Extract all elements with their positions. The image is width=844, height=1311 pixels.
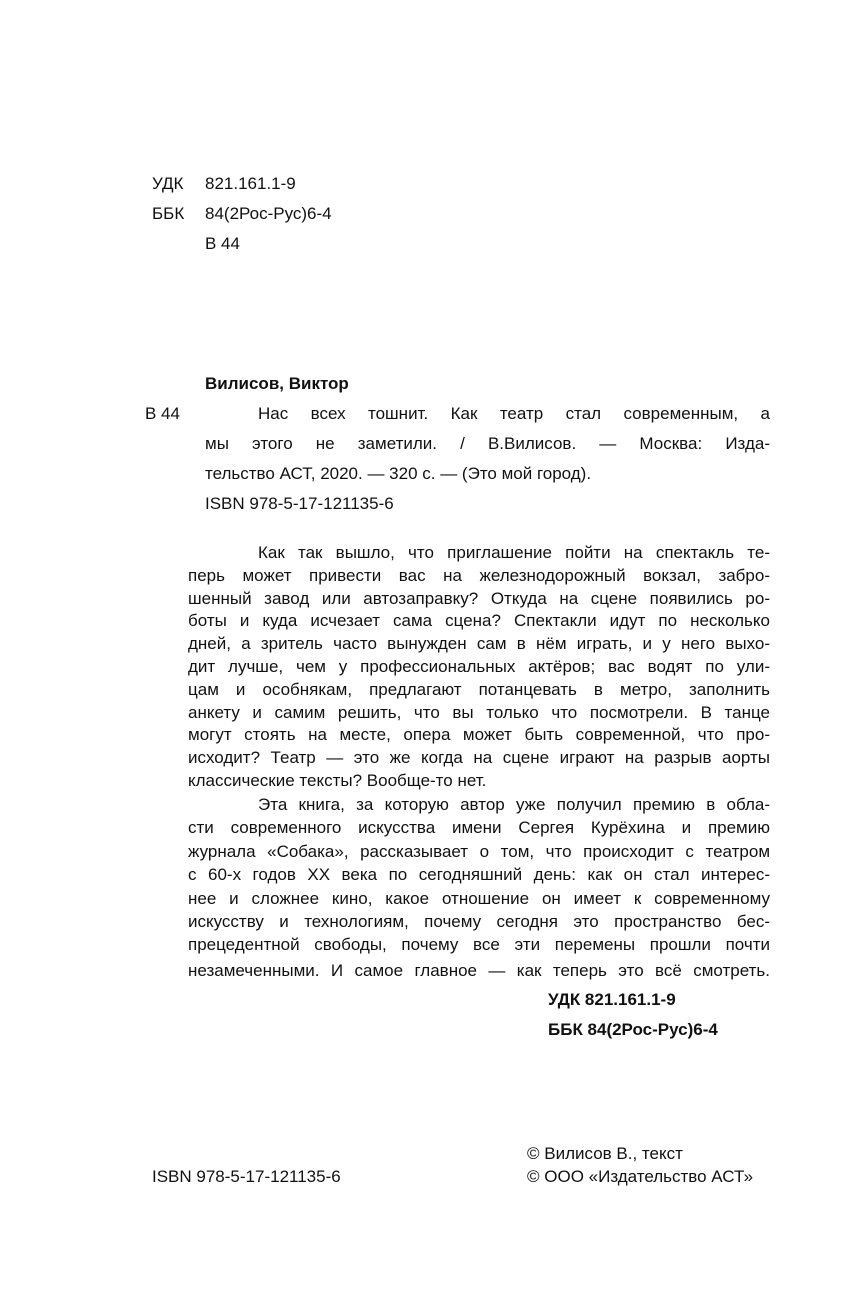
entry-line: тельство АСТ, 2020. — 320 с. — (Это мой город). xyxy=(205,464,592,483)
annotation-line: искусству и технологиям, почему сегодня это пространство бес- xyxy=(188,912,770,931)
summary-bbk: ББК 84(2Рос-Рус)6-4 xyxy=(548,1020,718,1039)
udk-value: 821.161.1-9 xyxy=(205,174,296,193)
entry-isbn: ISBN 978-5-17-121135-6 xyxy=(205,494,394,513)
annotation-line: прецедентной свободы, почему все эти перемены прошли почти xyxy=(188,935,770,954)
annotation-line: Как так вышло, что приглашение пойти на спектакль те- xyxy=(258,543,770,562)
footer-isbn: ISBN 978-5-17-121135-6 xyxy=(152,1167,341,1186)
copyright-publisher: © ООО «Издательство АСТ» xyxy=(527,1167,754,1186)
annotation-line: дней, а зритель часто вынужден сам в нём играть, и у него выхо- xyxy=(188,634,770,653)
annotation-line: исходит? Театр — это же когда на сцене играют на разрыв аорты xyxy=(188,748,770,767)
bbk-value: 84(2Рос-Рус)6-4 xyxy=(205,204,332,223)
annotation-line: нее и сложнее кино, какое отношение он имеет к современному xyxy=(188,889,770,908)
author-mark: В 44 xyxy=(205,234,240,253)
udk-label: УДК xyxy=(152,174,184,193)
annotation-line: дит лучше, чем у профессиональных актёров; вас водят по ули- xyxy=(188,657,770,676)
entry-line: мы этого не заметили. / В.Вилисов. — Москва: Изда- xyxy=(205,434,770,453)
annotation-line: перь может привести вас на железнодорожный вокзал, забро- xyxy=(188,566,770,585)
entry-author: Вилисов, Виктор xyxy=(205,374,349,393)
entry-author-mark: В 44 xyxy=(145,404,180,423)
annotation-line: анкету и самим решить, что вы только что посмотрели. В танце xyxy=(188,703,770,722)
annotation-line: с 60-х годов XX века по сегодняшний день: как он стал интерес- xyxy=(188,865,770,884)
annotation-line: журнала «Собака», рассказывает о том, что происходит с театром xyxy=(188,842,770,861)
entry-line: Нас всех тошнит. Как театр стал современным, а xyxy=(258,404,770,423)
copyright-author: © Вилисов В., текст xyxy=(527,1144,683,1163)
bbk-label: ББК xyxy=(152,204,185,223)
annotation-line: Эта книга, за которую автор уже получил премию в обла- xyxy=(258,795,770,814)
annotation-line: могут стоять на месте, опера может быть современной, что про- xyxy=(188,725,770,744)
annotation-line: сти современного искусства имени Сергея Курёхина и премию xyxy=(188,818,770,837)
annotation-line: незамеченными. И самое главное — как теперь это всё смотреть. xyxy=(188,961,770,980)
annotation-line: боты и куда исчезает сама сцена? Спектакли идут по несколько xyxy=(188,611,770,630)
annotation-line: цам и особнякам, предлагают потанцевать в метро, заполнить xyxy=(188,680,770,699)
annotation-line: классические тексты? Вообще-то нет. xyxy=(188,771,487,790)
summary-udk: УДК 821.161.1-9 xyxy=(548,990,676,1009)
annotation-line: шенный завод или автозаправку? Откуда на сцене появились ро- xyxy=(188,589,770,608)
